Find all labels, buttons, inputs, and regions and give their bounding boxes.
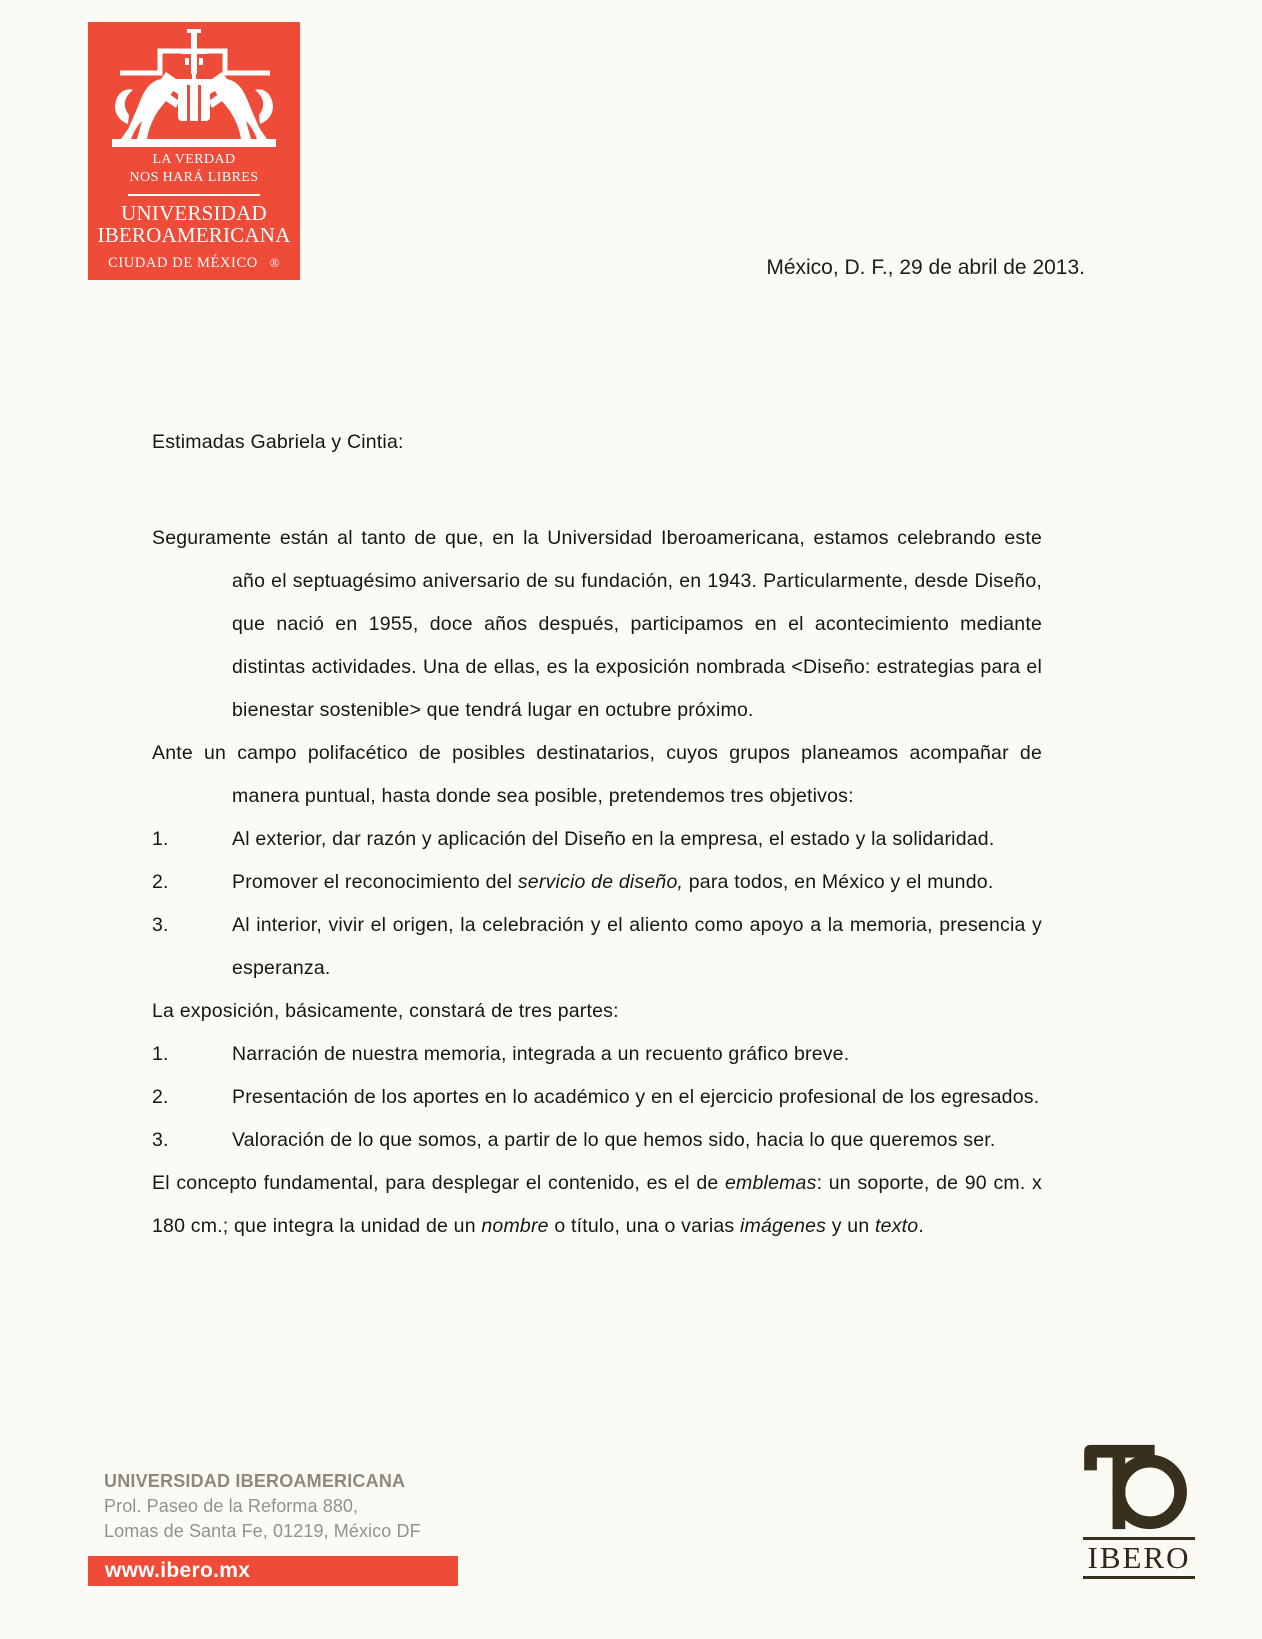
footer-website-url: www.ibero.mx	[105, 1559, 251, 1582]
university-name	[88, 202, 300, 246]
part-item	[152, 1033, 1042, 1076]
objective-item	[152, 818, 1042, 861]
footer-address-block	[104, 1469, 421, 1544]
paragraph-parts-intro: La exposición, básicamente, constará de tres partes:	[152, 1000, 619, 1022]
part-text: Valoración de lo que somos, a partir de lo que hemos sido, hacia lo que queremos ser.	[232, 1129, 996, 1151]
footer-address-line-1: Prol. Paseo de la Reforma 880,	[104, 1496, 359, 1516]
paragraph-concept: El concepto fundamental, para desplegar el contenido, es el de emblemas: un soporte, de 90 cm. x 180 cm.; que integra la unidad de un nombre o título, una o varias imágenes y un texto.	[152, 1172, 1042, 1237]
paragraph-objectives-intro: Ante un campo polifacético de posibles destinatarios, cuyos grupos planeamos acompañar de manera puntual, hasta donde sea posible, pretendemos tres objetivos:	[152, 742, 1042, 807]
ibero-70th-logo	[1083, 1442, 1195, 1579]
university-motto	[88, 151, 300, 187]
objective-item	[152, 861, 1042, 904]
footer-address-line-2: Lomas de Santa Fe, 01219, México DF	[104, 1521, 421, 1541]
part-number: 2.	[152, 1086, 169, 1108]
footer-org-name: UNIVERSIDAD IBEROAMERICANA	[104, 1471, 406, 1491]
ibero-wordmark: IBERO	[1083, 1537, 1195, 1579]
objective-number: 1.	[152, 828, 169, 850]
part-number: 1.	[152, 1043, 169, 1065]
date-line: México, D. F., 29 de abril de 2013.	[766, 256, 1085, 279]
part-text: Narración de nuestra memoria, integrada a un recuento gráfico breve.	[232, 1043, 850, 1065]
part-item	[152, 1076, 1042, 1119]
paragraph-anniversary: Seguramente están al tanto de que, en la Universidad Iberoamericana, estamos celebrando este año el septuagésimo aniversario de su fundación, en 1943. Particularmente, desde Diseño, que nació en 1955, doce años después, participamos en el acontecimiento mediante distintas actividades. Una de ellas, es la exposición nombrada <Diseño: estrategias para el bienestar sostenible> que tendrá lugar en octubre próximo.	[152, 527, 1042, 721]
university-name-line-1: UNIVERSIDAD	[121, 201, 267, 225]
registered-trademark-symbol: ®	[269, 256, 280, 270]
part-item	[152, 1119, 1042, 1162]
objective-number: 2.	[152, 871, 169, 893]
salutation: Estimadas Gabriela y Cintia:	[152, 431, 404, 453]
objective-text: Al exterior, dar razón y aplicación del Diseño en la empresa, el estado y la solidaridad.	[232, 828, 995, 850]
part-number: 3.	[152, 1129, 169, 1151]
objective-text: Promover el reconocimiento del servicio de diseño, para todos, en México y el mundo.	[232, 871, 994, 893]
campus-city-line	[88, 255, 300, 272]
footer-website-bar	[88, 1556, 458, 1586]
motto-line-2: NOS HARÁ LIBRES	[129, 170, 259, 185]
motto-line-1: LA VERDAD	[152, 152, 236, 167]
university-crest-icon	[88, 27, 300, 149]
objective-number: 3.	[152, 914, 169, 936]
letter-body	[152, 421, 1042, 1248]
campus-city: CIUDAD DE MÉXICO	[108, 255, 258, 271]
university-name-line-2: IBEROAMERICANA	[97, 223, 291, 247]
objective-text: Al interior, vivir el origen, la celebración y el aliento como apoyo a la memoria, presencia y esperanza.	[232, 914, 1042, 979]
letterhead-divider	[128, 194, 260, 196]
objective-item	[152, 904, 1042, 990]
seventy-anniversary-mark-icon	[1083, 1442, 1193, 1534]
university-letterhead-box	[88, 22, 300, 280]
part-text: Presentación de los aportes en lo académico y en el ejercicio profesional de los egresados.	[232, 1086, 1040, 1108]
